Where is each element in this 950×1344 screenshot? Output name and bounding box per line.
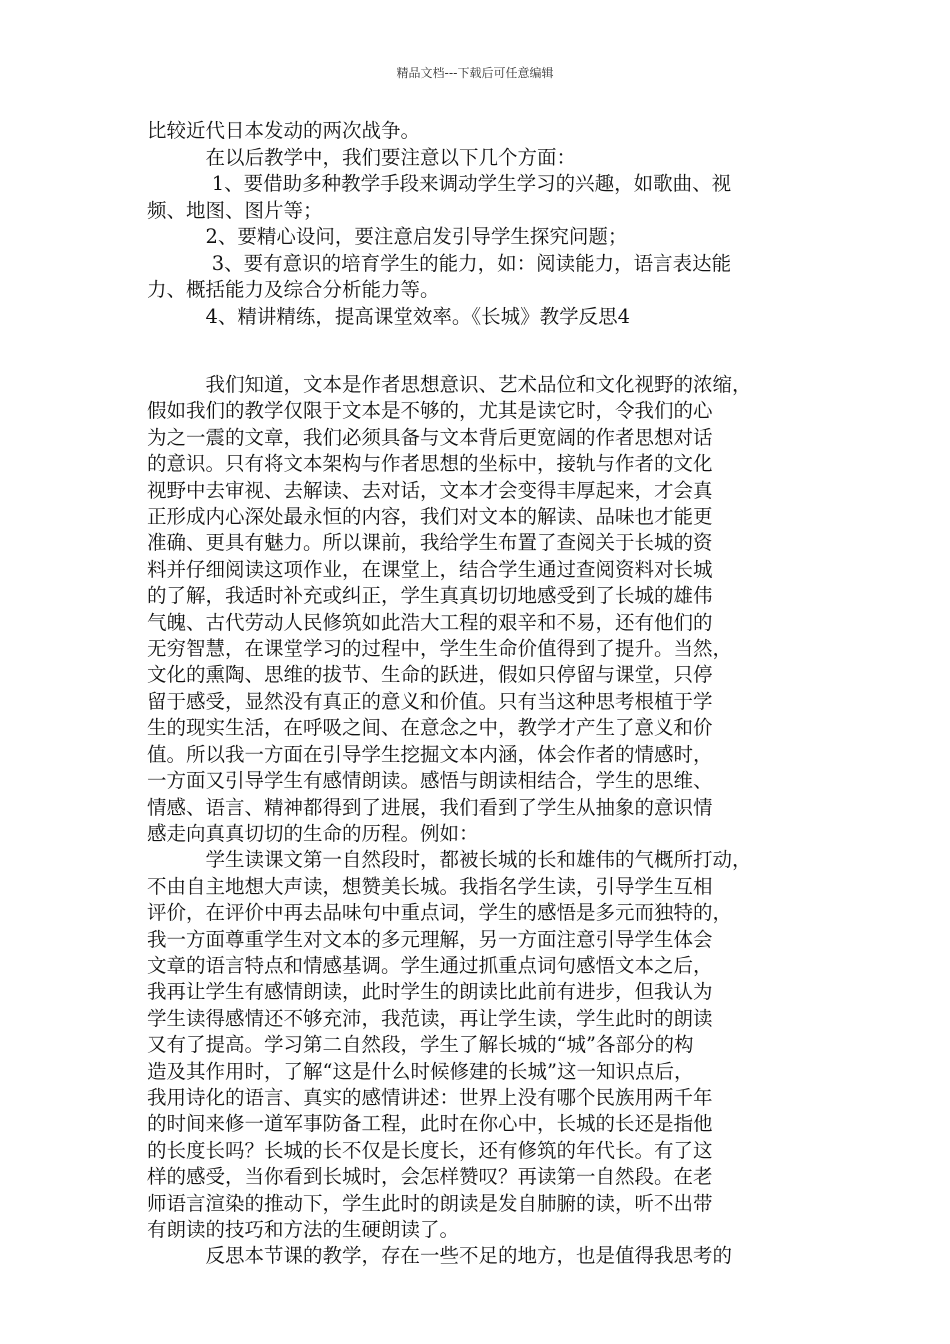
- text-line: 准确、更具有魅力。所以课前，我给学生布置了查阅关于长城的资: [147, 531, 713, 555]
- page-header: 精品文档---下载后可任意编辑: [396, 66, 554, 80]
- text-line: 情感、语言、精神都得到了进展，我们看到了学生从抽象的意识情: [147, 795, 713, 819]
- text-line: 力、概括能力及综合分析能力等。: [147, 278, 440, 301]
- text-line: 料并仔细阅读这项作业，在课堂上，结合学生通过查阅资料对长城: [147, 557, 713, 581]
- text-line: 气魄、古代劳动人民修筑如此浩大工程的艰辛和不易，还有他们的: [147, 610, 713, 634]
- text-line: 反思本节课的教学，存在一些不足的地方，也是值得我思考的: [147, 1244, 733, 1268]
- text-line: 我一方面尊重学生对文本的多元理解，另一方面注意引导学生体会: [147, 927, 713, 951]
- text-line: 样的感受，当你看到长城时，会怎样赞叹？再读第一自然段。在老: [147, 1165, 713, 1189]
- text-line: 的长度长吗？长城的长不仅是长度长，还有修筑的年代长。有了这: [147, 1138, 713, 1162]
- text-line: 的了解，我适时补充或纠正，学生真真切切地感受到了长城的雄伟: [147, 584, 713, 608]
- text-line: 学生读课文第一自然段时，都被长城的长和雄伟的气概所打动，: [147, 848, 752, 872]
- text-line: 值。所以我一方面在引导学生挖掘文本内涵，体会作者的情感时，: [147, 742, 713, 766]
- text-line: 一方面又引导学生有感情朗读。感悟与朗读相结合，学生的思维、: [147, 769, 713, 793]
- text-line: 3、要有意识的培育学生的能力，如：阅读能力，语言表达能: [147, 251, 732, 275]
- text-line: 感走向真真切切的生命的历程。例如：: [147, 821, 479, 845]
- text-line: 有朗读的技巧和方法的生硬朗读了。: [147, 1218, 460, 1241]
- text-line: 不由自主地想大声读，想赞美长城。我指名学生读，引导学生互相: [147, 874, 713, 898]
- text-line: 1、要借助多种教学手段来调动学生学习的兴趣，如歌曲、视: [147, 172, 732, 195]
- text-line: 我再让学生有感情朗读，此时学生的朗读比此前有进步，但我认为: [147, 980, 713, 1004]
- text-line: 的时间来修一道军事防备工程，此时在你心中，长城的长还是指他: [147, 1112, 713, 1136]
- text-line: 的意识。只有将文本架构与作者思想的坐标中，接轨与作者的文化: [147, 452, 713, 476]
- text-line: 视野中去审视、去解读、去对话，文本才会变得丰厚起来，才会真: [147, 478, 713, 502]
- text-line: 造及其作用时，了解“这是什么时候修建的长城”这一知识点后，: [147, 1059, 694, 1083]
- text-line: 我们知道，文本是作者思想意识、艺术品位和文化视野的浓缩，: [147, 373, 752, 396]
- text-line: 留于感受，显然没有真正的意义和价值。只有当这种思考根植于学: [147, 689, 713, 713]
- text-line: 为之一震的文章，我们必须具备与文本背后更宽阔的作者思想对话: [147, 425, 713, 449]
- text-line: 又有了提高。学习第二自然段，学生了解长城的“城”各部分的构: [147, 1033, 694, 1057]
- text-line: 假如我们的教学仅限于文本是不够的，尤其是读它时，令我们的心: [147, 399, 713, 423]
- text-line: 生的现实生活，在呼吸之间、在意念之中，教学才产生了意义和价: [147, 716, 713, 740]
- text-line: 在以后教学中，我们要注意以下几个方面：: [147, 145, 577, 169]
- text-line: 评价，在评价中再去品味句中重点词，学生的感悟是多元而独特的，: [147, 901, 733, 925]
- text-line: 频、地图、图片等；: [147, 198, 323, 222]
- text-line: 文化的熏陶、思维的拔节、生命的跃进，假如只停留与课堂，只停: [147, 663, 713, 687]
- intro-section: [147, 118, 807, 330]
- text-line: 2、要精心设问，要注意启发引导学生探究问题；: [147, 225, 628, 248]
- text-line: 4、精讲精练，提高课堂效率。《长城》教学反思4: [147, 304, 631, 328]
- text-line: 学生读得感情还不够充沛，我范读，再让学生读，学生此时的朗读: [147, 1006, 713, 1030]
- text-line: 无穷智慧，在课堂学习的过程中，学生生命价值得到了提升。当然，: [147, 637, 733, 661]
- text-line: 师语言渲染的推动下，学生此时的朗读是发自肺腑的读，听不出带: [147, 1191, 713, 1215]
- text-line: 文章的语言特点和情感基调。学生通过抓重点词句感悟文本之后，: [147, 953, 713, 977]
- text-line: 正形成内心深处最永恒的内容，我们对文本的解读、品味也才能更: [147, 505, 713, 529]
- text-line: 比较近代日本发动的两次战争。: [147, 119, 421, 142]
- text-line: 我用诗化的语言、真实的感情讲述：世界上没有哪个民族用两千年: [147, 1085, 713, 1109]
- reflection-section: [147, 372, 807, 1270]
